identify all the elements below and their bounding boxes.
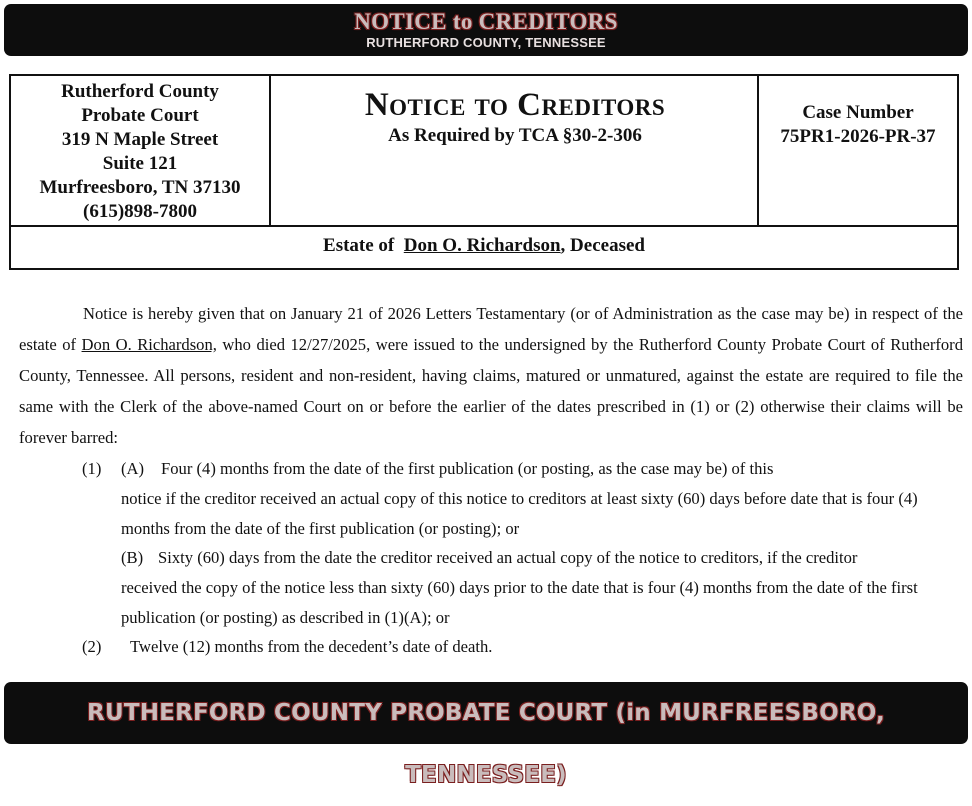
court-address-line: Suite 121 bbox=[102, 153, 178, 174]
item-1-number: (1) bbox=[82, 459, 102, 478]
item-2-text: Twelve (12) months from the decedent’s date of death. bbox=[130, 637, 493, 656]
top-banner bbox=[4, 4, 968, 56]
case-number-value: 75PR1-2026-PR-37 bbox=[780, 126, 936, 147]
top-banner-title: NOTICE to CREDITORS bbox=[354, 9, 618, 34]
case-number-label: Case Number bbox=[802, 102, 914, 123]
notice-body bbox=[19, 298, 963, 453]
bottom-banner-text: RUTHERFORD COUNTY PROBATE COURT (in MURFREESBORO, TENNESSEE) bbox=[87, 700, 885, 788]
top-banner-subtitle: RUTHERFORD COUNTY, TENNESSEE bbox=[366, 35, 606, 50]
notice-title: Notice to Creditors bbox=[364, 87, 666, 123]
notice-header-box bbox=[9, 74, 959, 270]
court-address-line: Probate Court bbox=[81, 105, 199, 126]
case-number-block bbox=[757, 76, 957, 225]
bottom-banner bbox=[4, 682, 968, 788]
estate-prefix: Estate of bbox=[323, 235, 395, 256]
item-1b-label: (B) bbox=[121, 548, 144, 567]
item-1a-line: months from the date of the first publication (or posting); or bbox=[121, 519, 520, 538]
court-address-line: 319 N Maple Street bbox=[61, 129, 219, 150]
court-address-block bbox=[11, 76, 271, 225]
item-2-number: (2) bbox=[82, 637, 102, 656]
item-1b-line: Sixty (60) days from the date the creditor received an actual copy of the notice to creditors, if the creditor bbox=[158, 548, 858, 567]
item-1a-label: (A) bbox=[121, 459, 145, 478]
estate-decedent-name: Don O. Richardson bbox=[403, 235, 561, 256]
notice-paragraph bbox=[19, 298, 963, 453]
notice-title-block bbox=[271, 76, 759, 225]
decedent-name: Don O. Richardson, bbox=[81, 335, 217, 354]
item-1a-line: Four (4) months from the date of the first publication (or posting, as the case may be) of this bbox=[161, 459, 774, 478]
item-1b-line: received the copy of the notice less than sixty (60) days prior to the date that is four (4) months from the date of the first bbox=[121, 578, 918, 597]
paragraph-text: Notice is hereby given that on January 21 of 2026 Letters Testamentary (or of Administration as the case may be) in respect of the estate of bbox=[19, 304, 963, 354]
paragraph-text: who died 12/27/2025, were issued to the undersigned by the Rutherford County Probate Court of Rutherford County, Tennessee. All persons, resident and non-resident, having claims, matured or unmatured, against the estate are required to file the same with the Clerk of the above-named Court on or before the earlier of the dates prescribed in (1) or (2) otherwise their claims will be forever barred: bbox=[19, 335, 964, 447]
item-1b-line: publication (or posting) as described in (1)(A); or bbox=[121, 608, 450, 627]
notice-statute: As Required by TCA §30-2-306 bbox=[388, 125, 642, 146]
court-phone: (615)898-7800 bbox=[83, 201, 197, 222]
estate-suffix: , Deceased bbox=[560, 235, 645, 256]
item-1a-line: notice if the creditor received an actual copy of this notice to creditors at least sixty (60) days before date that is four (4) bbox=[121, 489, 918, 508]
court-address-line: Rutherford County bbox=[61, 81, 219, 102]
court-address-line: Murfreesboro, TN 37130 bbox=[39, 177, 241, 198]
estate-line bbox=[11, 225, 957, 268]
